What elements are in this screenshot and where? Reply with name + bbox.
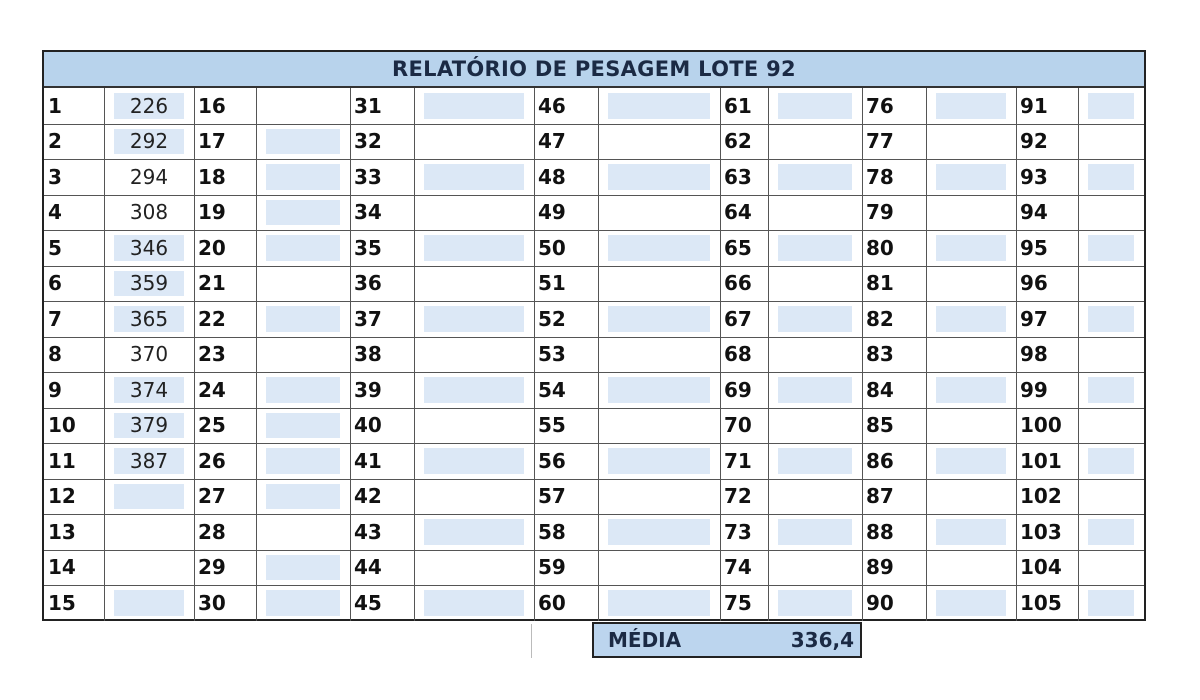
row-number: 15: [48, 590, 76, 615]
row-number: 81: [866, 271, 894, 296]
weight-value: [256, 124, 350, 160]
row-number: 83: [866, 342, 894, 367]
row-number: 51: [538, 271, 566, 296]
weight-value: [598, 195, 720, 231]
row-number: 24: [198, 377, 226, 402]
row-number: 26: [198, 448, 226, 473]
row-number: 13: [48, 519, 76, 544]
row-number: 90: [866, 590, 894, 615]
weight-value: [768, 195, 862, 231]
weight-value: [414, 266, 534, 302]
weight-value: [256, 372, 350, 408]
weight-value: [598, 337, 720, 373]
weight-value: [104, 479, 194, 515]
row-number: 16: [198, 93, 226, 118]
weight-value: [1078, 88, 1144, 124]
weight-value: [768, 585, 862, 621]
row-number: 95: [1020, 235, 1048, 260]
row-number: 88: [866, 519, 894, 544]
row-number: 100: [1020, 413, 1062, 438]
row-number: 79: [866, 200, 894, 225]
weight-value: [104, 514, 194, 550]
weight-value: [256, 443, 350, 479]
row-number: 62: [724, 129, 752, 154]
weight-value: [768, 88, 862, 124]
row-number: 101: [1020, 448, 1062, 473]
weight-value: [598, 372, 720, 408]
row-number: 92: [1020, 129, 1048, 154]
row-number: 69: [724, 377, 752, 402]
average-summary: [592, 622, 862, 658]
weight-value: [1078, 514, 1144, 550]
row-number: 21: [198, 271, 226, 296]
row-number: 97: [1020, 306, 1048, 331]
weight-value: [256, 301, 350, 337]
row-number: 56: [538, 448, 566, 473]
row-number: 68: [724, 342, 752, 367]
row-number: 72: [724, 484, 752, 509]
weight-value: [926, 550, 1016, 586]
report-title: RELATÓRIO DE PESAGEM LOTE 92: [44, 52, 1144, 88]
weight-value: [414, 230, 534, 266]
weight-value: [414, 479, 534, 515]
weight-value: [414, 124, 534, 160]
row-number: 102: [1020, 484, 1062, 509]
row-number: 85: [866, 413, 894, 438]
row-number: 3: [48, 164, 62, 189]
weight-value: [256, 514, 350, 550]
weight-value: [1078, 443, 1144, 479]
weight-value: [414, 408, 534, 444]
weight-value: [1078, 159, 1144, 195]
row-number: 34: [354, 200, 382, 225]
row-number: 27: [198, 484, 226, 509]
weights-grid: [44, 88, 1144, 621]
weight-value: [1078, 195, 1144, 231]
row-number: 50: [538, 235, 566, 260]
row-number: 93: [1020, 164, 1048, 189]
row-number: 64: [724, 200, 752, 225]
row-number: 66: [724, 271, 752, 296]
weight-value: 387: [129, 448, 169, 473]
row-number: 36: [354, 271, 382, 296]
weight-value: [414, 88, 534, 124]
row-number: 45: [354, 590, 382, 615]
weight-value: [1078, 372, 1144, 408]
weight-value: [256, 230, 350, 266]
row-number: 82: [866, 306, 894, 331]
row-number: 41: [354, 448, 382, 473]
row-number: 5: [48, 235, 62, 260]
weight-value: [926, 195, 1016, 231]
weight-value: [1078, 337, 1144, 373]
row-number: 55: [538, 413, 566, 438]
row-number: 19: [198, 200, 226, 225]
weight-value: [926, 479, 1016, 515]
row-number: 14: [48, 555, 76, 580]
weight-value: 346: [129, 235, 169, 260]
weight-value: [598, 88, 720, 124]
weight-value: [926, 514, 1016, 550]
weight-value: 365: [129, 306, 169, 331]
row-number: 39: [354, 377, 382, 402]
weight-value: [414, 550, 534, 586]
weight-value: 308: [129, 200, 169, 225]
weight-value: [768, 301, 862, 337]
weight-value: [926, 372, 1016, 408]
weight-value: [926, 230, 1016, 266]
row-number: 99: [1020, 377, 1048, 402]
row-number: 78: [866, 164, 894, 189]
weight-value: [414, 372, 534, 408]
row-number: 65: [724, 235, 752, 260]
row-number: 76: [866, 93, 894, 118]
row-number: 53: [538, 342, 566, 367]
row-number: 87: [866, 484, 894, 509]
row-number: 59: [538, 555, 566, 580]
weight-value: [768, 266, 862, 302]
weight-value: [768, 514, 862, 550]
row-number: 8: [48, 342, 62, 367]
row-number: 46: [538, 93, 566, 118]
weight-value: [414, 443, 534, 479]
weight-value: [414, 585, 534, 621]
weight-value: 292: [129, 129, 169, 154]
weight-value: [256, 159, 350, 195]
row-number: 42: [354, 484, 382, 509]
row-number: 28: [198, 519, 226, 544]
weight-value: [926, 443, 1016, 479]
weight-value: [768, 230, 862, 266]
weight-value: [768, 408, 862, 444]
weight-value: [598, 159, 720, 195]
row-number: 86: [866, 448, 894, 473]
row-number: 2: [48, 129, 62, 154]
weight-value: [768, 443, 862, 479]
weight-value: [598, 479, 720, 515]
row-number: 61: [724, 93, 752, 118]
row-number: 29: [198, 555, 226, 580]
weight-value: [598, 408, 720, 444]
weight-value: [256, 88, 350, 124]
weight-value: [414, 195, 534, 231]
weight-value: [1078, 479, 1144, 515]
weight-value: [414, 301, 534, 337]
weight-value: 294: [129, 164, 169, 189]
weight-value: [926, 124, 1016, 160]
row-number: 80: [866, 235, 894, 260]
row-number: 52: [538, 306, 566, 331]
weight-value: [1078, 408, 1144, 444]
row-number: 9: [48, 377, 62, 402]
row-number: 67: [724, 306, 752, 331]
row-number: 10: [48, 413, 76, 438]
row-number: 105: [1020, 590, 1062, 615]
row-number: 38: [354, 342, 382, 367]
weight-value: [926, 408, 1016, 444]
weight-value: [768, 550, 862, 586]
weight-value: [414, 514, 534, 550]
row-number: 49: [538, 200, 566, 225]
row-number: 89: [866, 555, 894, 580]
weight-value: [926, 266, 1016, 302]
weight-value: [768, 124, 862, 160]
row-number: 54: [538, 377, 566, 402]
row-number: 98: [1020, 342, 1048, 367]
row-number: 25: [198, 413, 226, 438]
row-number: 23: [198, 342, 226, 367]
row-number: 35: [354, 235, 382, 260]
row-number: 22: [198, 306, 226, 331]
row-number: 104: [1020, 555, 1062, 580]
row-number: 7: [48, 306, 62, 331]
row-number: 40: [354, 413, 382, 438]
row-number: 1: [48, 93, 62, 118]
weight-value: [926, 88, 1016, 124]
weight-value: [256, 266, 350, 302]
weight-value: [256, 550, 350, 586]
weight-value: [598, 301, 720, 337]
row-number: 44: [354, 555, 382, 580]
row-number: 75: [724, 590, 752, 615]
weight-value: [598, 266, 720, 302]
weight-value: [768, 479, 862, 515]
weight-value: [768, 337, 862, 373]
average-value: 336,4: [790, 628, 854, 652]
row-number: 37: [354, 306, 382, 331]
weight-value: [256, 585, 350, 621]
row-number: 32: [354, 129, 382, 154]
row-number: 57: [538, 484, 566, 509]
weight-value: [768, 159, 862, 195]
average-label: MÉDIA: [608, 628, 682, 652]
weight-value: [926, 301, 1016, 337]
row-number: 31: [354, 93, 382, 118]
weight-value: [1078, 585, 1144, 621]
row-number: 33: [354, 164, 382, 189]
row-number: 43: [354, 519, 382, 544]
row-number: 71: [724, 448, 752, 473]
weight-value: [598, 514, 720, 550]
row-number: 4: [48, 200, 62, 225]
weight-value: 370: [129, 342, 169, 367]
weight-value: [598, 124, 720, 160]
row-number: 74: [724, 555, 752, 580]
row-number: 11: [48, 448, 76, 473]
row-number: 6: [48, 271, 62, 296]
weight-value: [926, 585, 1016, 621]
row-number: 12: [48, 484, 76, 509]
row-number: 77: [866, 129, 894, 154]
weight-value: [256, 337, 350, 373]
row-number: 20: [198, 235, 226, 260]
row-number: 94: [1020, 200, 1048, 225]
row-number: 58: [538, 519, 566, 544]
row-number: 30: [198, 590, 226, 615]
row-number: 70: [724, 413, 752, 438]
weight-value: [926, 337, 1016, 373]
weight-value: [768, 372, 862, 408]
weight-value: 359: [129, 271, 169, 296]
weight-value: [1078, 301, 1144, 337]
weight-value: [1078, 550, 1144, 586]
weight-value: [414, 337, 534, 373]
weight-value: [598, 230, 720, 266]
row-number: 47: [538, 129, 566, 154]
row-number: 60: [538, 590, 566, 615]
row-number: 17: [198, 129, 226, 154]
weight-value: 374: [129, 377, 169, 402]
row-number: 84: [866, 377, 894, 402]
weight-value: 226: [129, 93, 169, 118]
weight-value: [1078, 230, 1144, 266]
row-number: 103: [1020, 519, 1062, 544]
weight-value: [598, 585, 720, 621]
row-number: 18: [198, 164, 226, 189]
weight-value: [414, 159, 534, 195]
weight-value: 379: [129, 413, 169, 438]
weight-value: [926, 159, 1016, 195]
weight-value: [1078, 124, 1144, 160]
weight-value: [256, 195, 350, 231]
row-number: 63: [724, 164, 752, 189]
row-number: 96: [1020, 271, 1048, 296]
weight-value: [256, 479, 350, 515]
weight-value: [598, 443, 720, 479]
column-divider: [531, 624, 532, 658]
weight-value: [598, 550, 720, 586]
weight-value: [104, 550, 194, 586]
row-number: 73: [724, 519, 752, 544]
weight-value: [104, 585, 194, 621]
weight-value: [1078, 266, 1144, 302]
weight-value: [256, 408, 350, 444]
weighing-report-table: [42, 50, 1146, 621]
row-number: 91: [1020, 93, 1048, 118]
row-number: 48: [538, 164, 566, 189]
